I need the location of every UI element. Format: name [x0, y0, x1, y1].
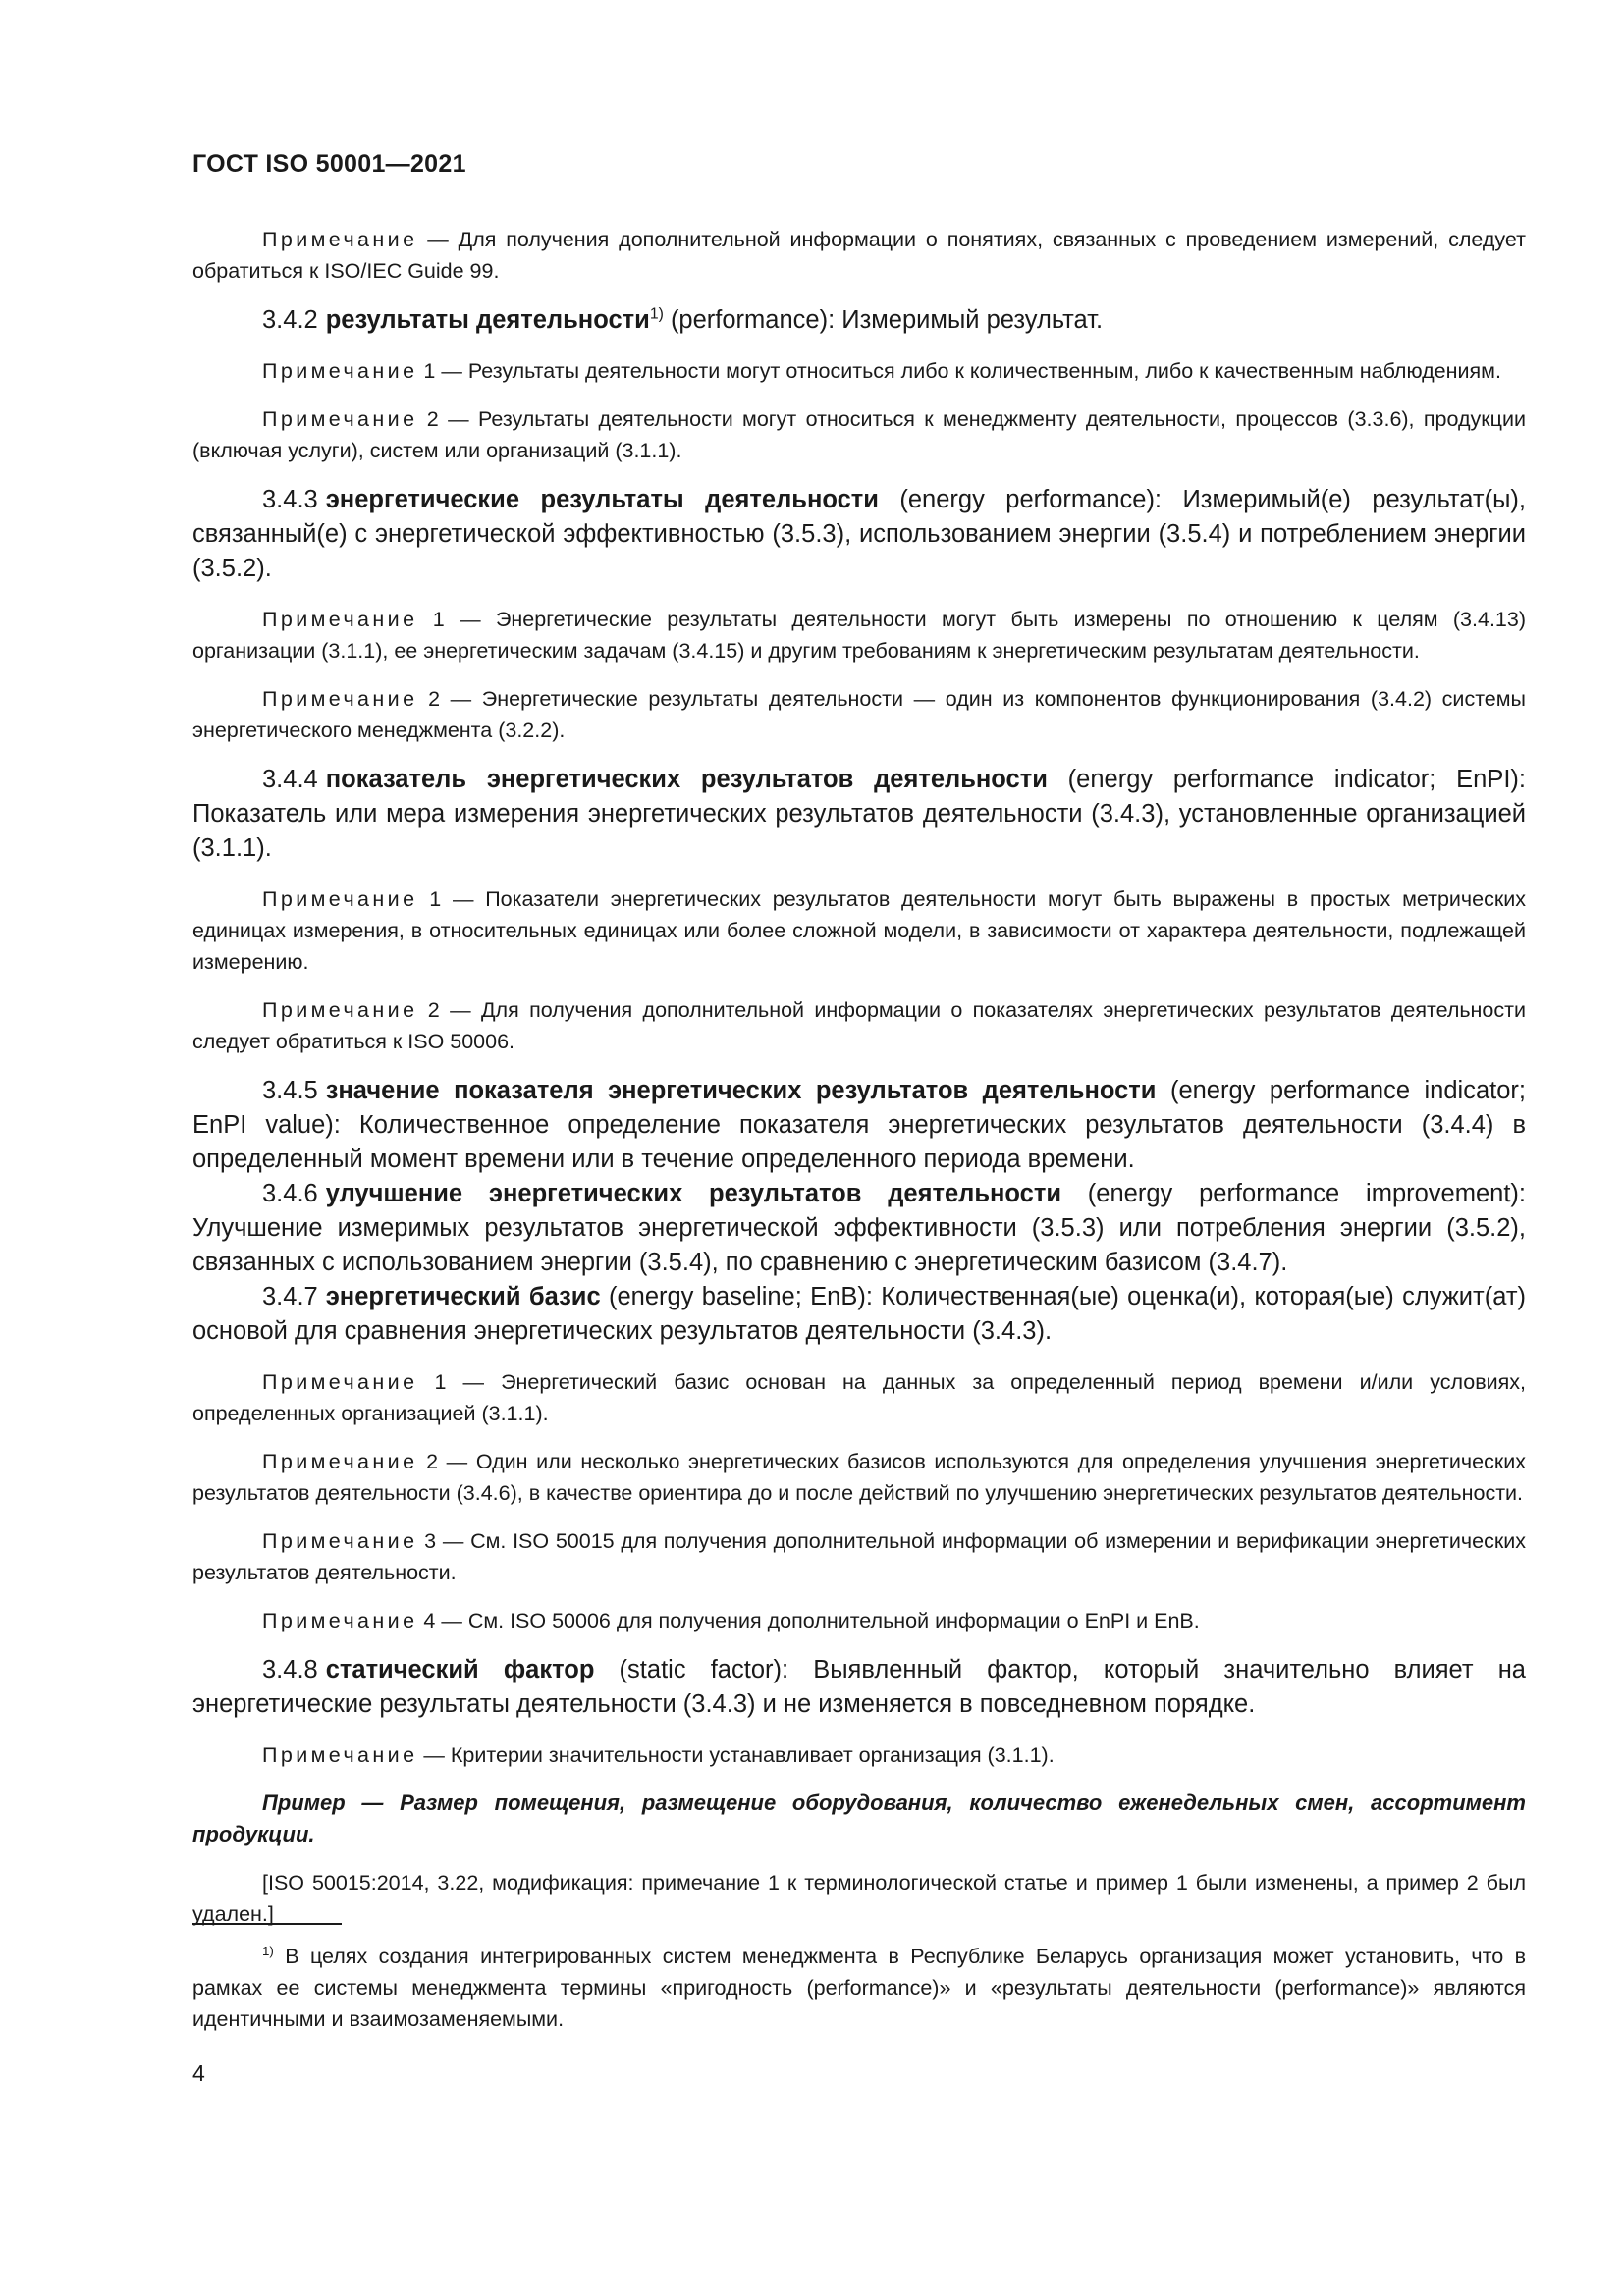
term-entry-3-4-4: 3.4.4 показатель энергетических результатов деятельности (energy performance indicator; EnPI): Показатель или мера измерения энергетических результатов деятельности (3.4.3), установленные организацией (3.1.1).: [192, 766, 1526, 862]
term-name: энергетический базис: [325, 1283, 601, 1310]
footnote-divider: [192, 1923, 342, 1925]
note: Примечание 3 — См. ISO 50015 для получения дополнительной информации об измерении и верификации энергетических результатов деятельности.: [192, 1529, 1526, 1584]
footnote-ref: 1): [649, 305, 664, 323]
term-entry-3-4-3: 3.4.3 энергетические результаты деятельности (energy performance): Измеримый(е) результат(ы), связанный(е) с энергетической эффективностью (3.5.3), использованием энергии (3.5.4) и потреблением энергии (3.5.2).: [192, 486, 1526, 582]
example: Пример — Размер помещения, размещение оборудования, количество еженедельных смен, ассортимент продукции.: [192, 1790, 1526, 1846]
term-name: значение показателя энергетических результатов деятельности: [325, 1077, 1157, 1104]
document-header: ГОСТ ISO 50001—2021: [192, 150, 466, 178]
footnote-mark: 1): [262, 1943, 274, 1958]
note: Примечание 2 — Энергетические результаты деятельности — один из компонентов функционирования (3.4.2) системы энергетического менеджмента (3.2.2).: [192, 687, 1526, 742]
note: Примечание 1 — Энергетические результаты деятельности могут быть измерены по отношению к целям (3.4.13) организации (3.1.1), ее энергетическим задачам (3.4.15) и другим требованиям к энергетическим результатам деятельности.: [192, 608, 1526, 663]
page-number: 4: [192, 2060, 205, 2086]
note: Примечание 2 — Один или несколько энергетических базисов используются для определения улучшения энергетических результатов деятельности (3.4.6), в качестве ориентира до и после действий по улучшению энергетических результатов деятельности.: [192, 1450, 1526, 1505]
term-entry-3-4-6: 3.4.6 улучшение энергетических результатов деятельности (energy performance improvement): Улучшение измеримых результатов энергетической эффективности (3.5.3) или потребления энергии (3.5.2), связанных с использованием энергии (3.5.4), по сравнению с энергетическим базисом (3.4.7).: [192, 1180, 1526, 1276]
note: Примечание 1 — Энергетический базис основан на данных за определенный период времени и/или условиях, определенных организацией (3.1.1).: [192, 1370, 1526, 1425]
note: Примечание — Для получения дополнительной информации о понятиях, связанных с проведением измерений, следует обратиться к ISO/IEC Guide 99.: [192, 228, 1526, 283]
term-name: улучшение энергетических результатов деятельности: [325, 1180, 1061, 1207]
note: Примечание 1 — Показатели энергетических результатов деятельности могут быть выражены в простых метрических единицах измерения, в относительных единицах или более сложной модели, в зависимости от характера деятельности, подлежащей измерению.: [192, 887, 1526, 974]
document-body: [192, 224, 1526, 1930]
note: Примечание 2 — Для получения дополнительной информации о показателях энергетических результатов деятельности следует обратиться к ISO 50006.: [192, 998, 1526, 1053]
term-name: энергетические результаты деятельности: [325, 486, 879, 513]
term-entry-3-4-2: 3.4.2 результаты деятельности$^{1)}$ (performance): Измеримый результат.: [262, 305, 1104, 334]
term-name: результаты деятельности: [325, 306, 650, 334]
term-name: статический фактор: [325, 1656, 595, 1683]
note: Примечание 2 — Результаты деятельности могут относиться к менеджменту деятельности, процессов (3.3.6), продукции (включая услуги), систем или организаций (3.1.1).: [192, 407, 1526, 462]
footnote: $^{1)}$ В целях создания интегрированных систем менеджмента в Республике Беларусь организация может установить, что в рамках ее системы менеджмента термины «пригодность (performance)» и «результаты деятельности (performance)» являются идентичными и взаимозаменяемыми.: [192, 1943, 1526, 2031]
term-entry-3-4-5: 3.4.5 значение показателя энергетических результатов деятельности (energy performance indicator; EnPI value): Количественное определение показателя энергетических результатов деятельности (3.4.4) в определенный момент времени или в течение определенного периода времени.: [192, 1077, 1526, 1173]
term-entry-3-4-7: 3.4.7 энергетический базис (energy baseline; EnB): Количественная(ые) оценка(и), которая(ые) служит(ат) основой для сравнения энергетических результатов деятельности (3.4.3).: [192, 1283, 1526, 1345]
note: Примечание — Критерии значительности устанавливает организация (3.1.1).: [262, 1743, 1055, 1767]
term-name: показатель энергетических результатов деятельности: [325, 766, 1048, 793]
term-entry-3-4-8: 3.4.8 статический фактор (static factor): Выявленный фактор, который значительно влияет на энергетические результаты деятельности (3.4.3) и не изменяется в повседневном порядке.: [192, 1656, 1526, 1718]
note: Примечание 4 — См. ISO 50006 для получения дополнительной информации о EnPI и EnB.: [262, 1609, 1200, 1632]
source-reference: [ISO 50015:2014, 3.22, модификация: примечание 1 к терминологической статье и пример 1 были изменены, а пример 2 был удален.]: [192, 1871, 1526, 1926]
note: Примечание 1 — Результаты деятельности могут относиться либо к количественным, либо к качественным наблюдениям.: [262, 359, 1501, 383]
